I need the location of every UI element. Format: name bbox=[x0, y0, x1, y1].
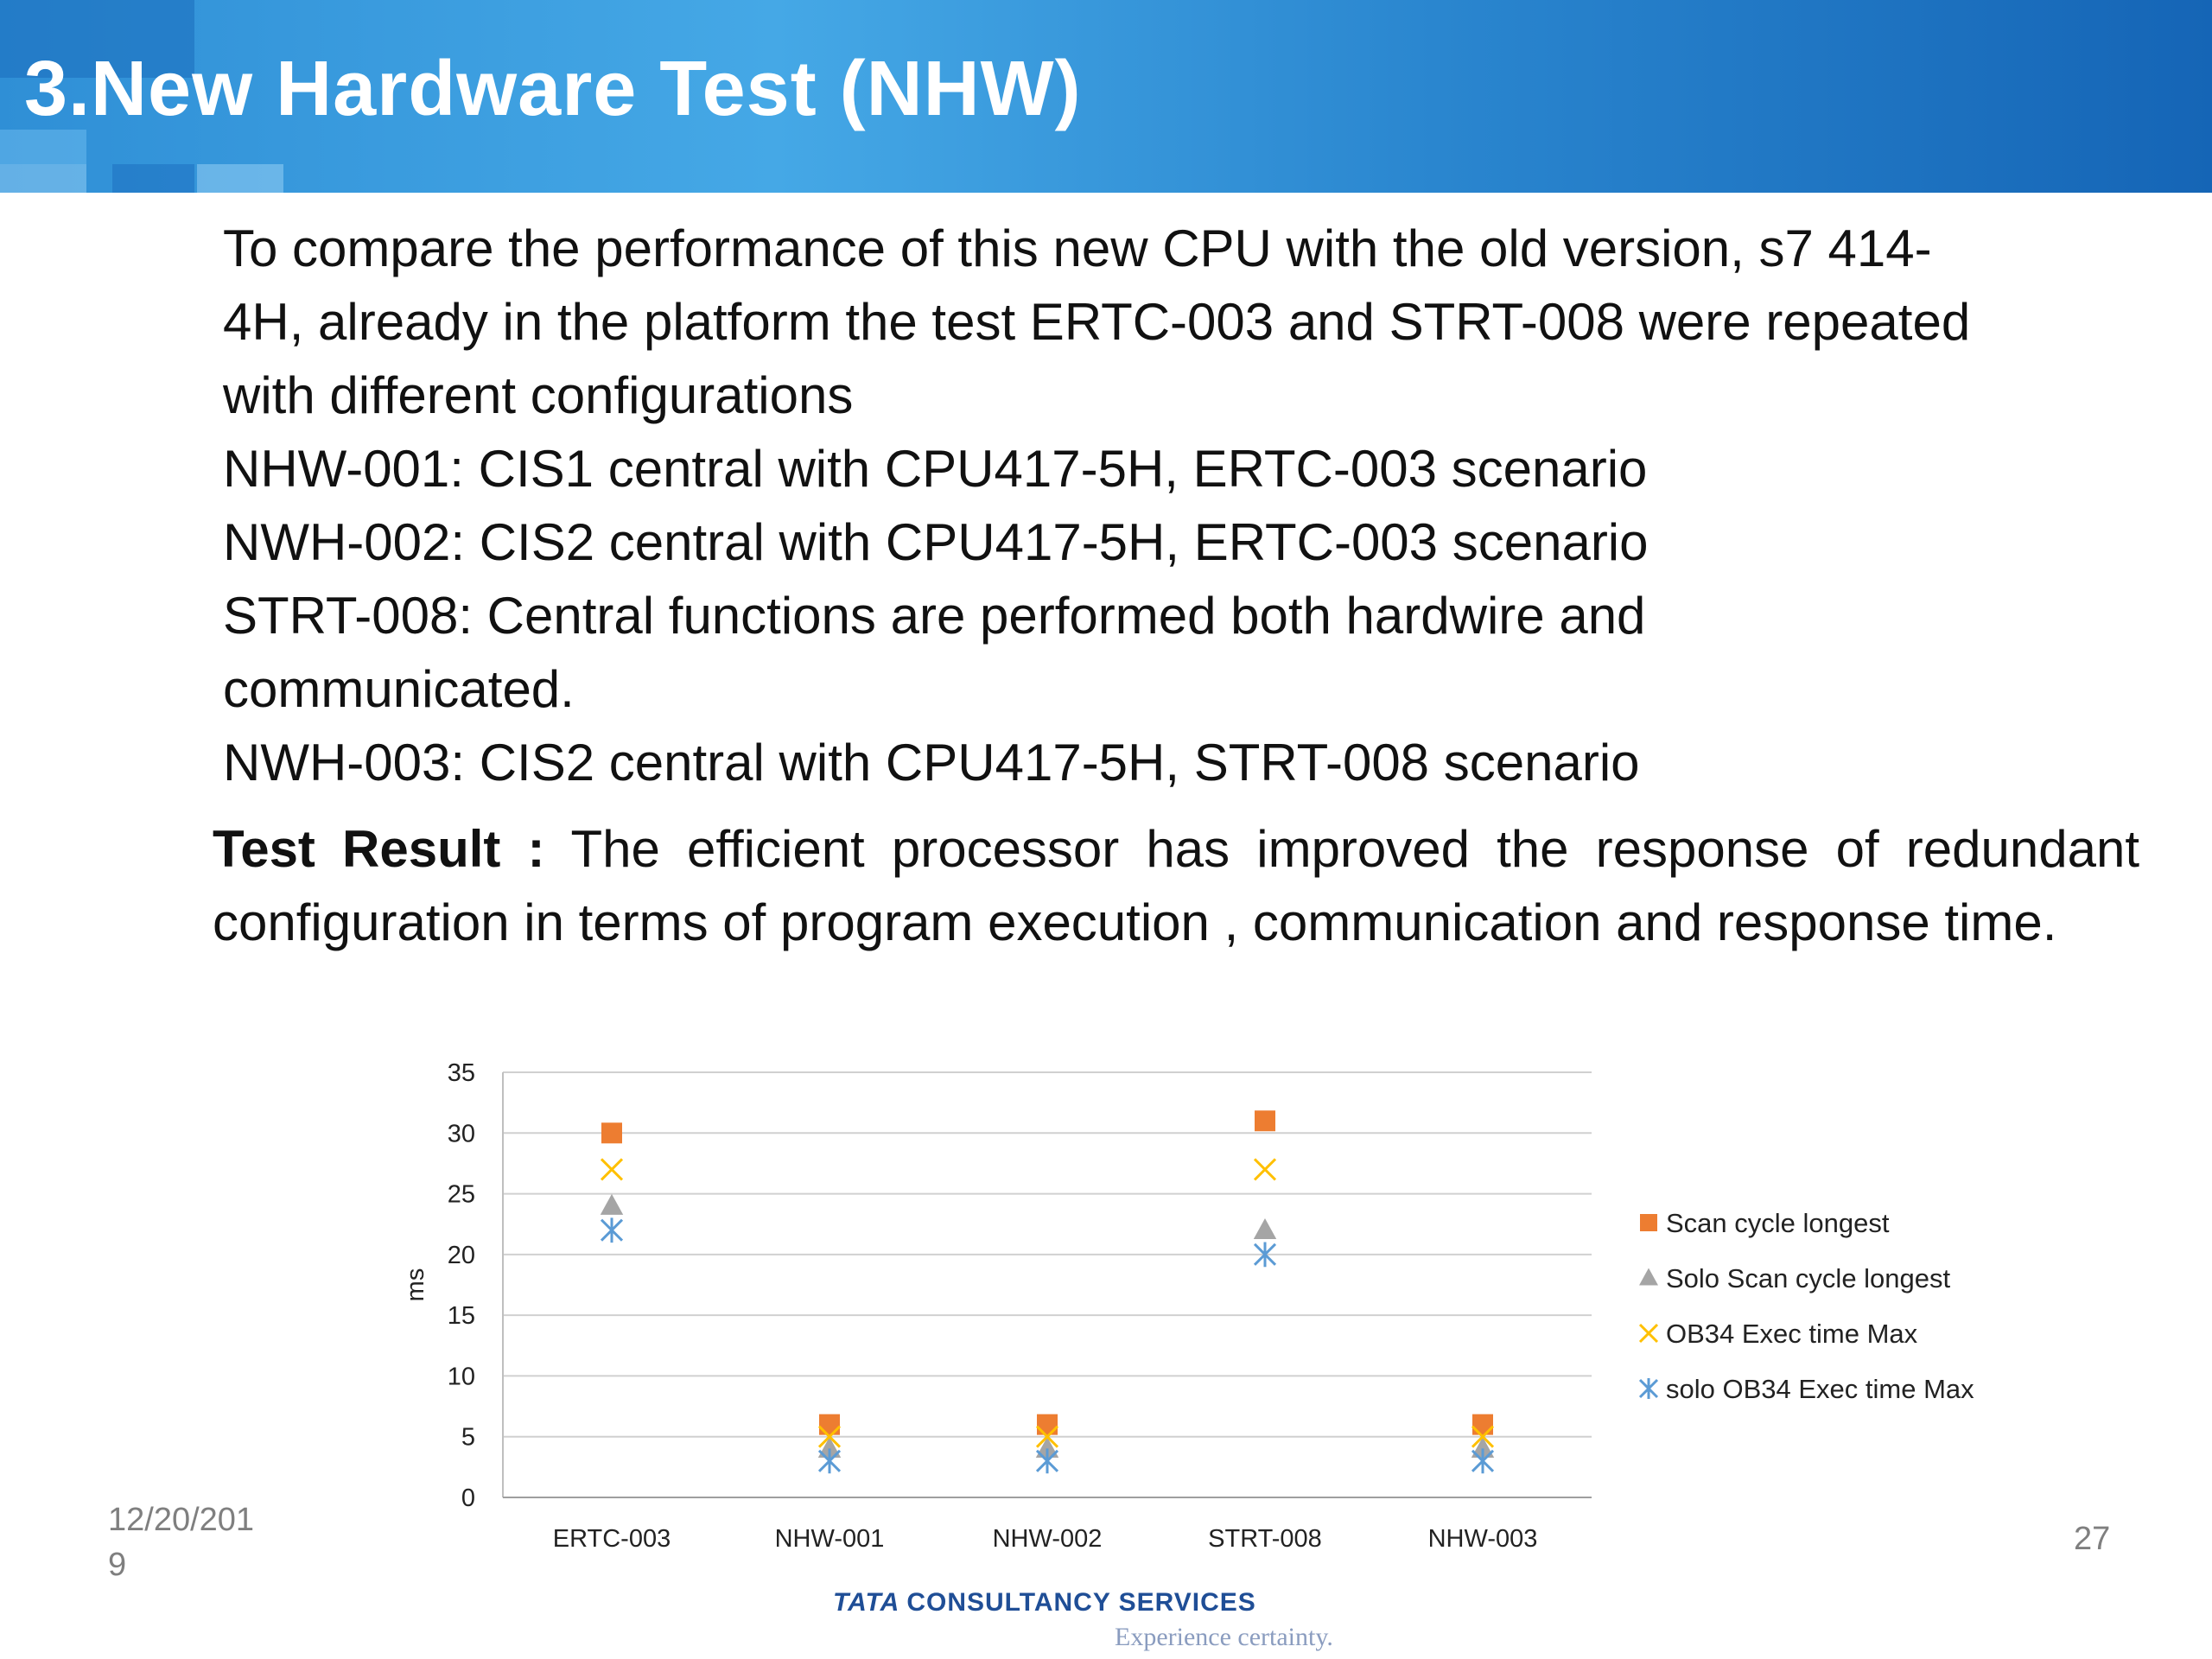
description-line: STRT-008: Central functions are performed both hardwire and bbox=[223, 587, 1646, 645]
data-point-x bbox=[1255, 1159, 1275, 1179]
test-result-label: Test Result : bbox=[213, 820, 545, 878]
data-point-x bbox=[601, 1159, 622, 1179]
x-tick-label: NHW-002 bbox=[992, 1525, 1103, 1553]
x-tick-label: NHW-003 bbox=[1427, 1525, 1538, 1553]
data-point-asterisk bbox=[1037, 1448, 1058, 1473]
data-point-square bbox=[601, 1122, 622, 1143]
x-tick-label: ERTC-003 bbox=[552, 1525, 671, 1553]
data-point-triangle bbox=[1254, 1218, 1276, 1239]
description-line: NWH-002: CIS2 central with CPU417-5H, ERTC-003 scenario bbox=[223, 513, 1649, 571]
description-line: NHW-001: CIS1 central with CPU417-5H, ERTC-003 scenario bbox=[223, 440, 1648, 498]
slide-date bbox=[108, 1497, 254, 1587]
logo-brand: TATA bbox=[833, 1588, 900, 1617]
legend-label: Scan cycle longest bbox=[1666, 1208, 1890, 1238]
legend-marker bbox=[1639, 1268, 1658, 1286]
legend-label: Solo Scan cycle longest bbox=[1666, 1263, 1951, 1294]
y-tick-label: 0 bbox=[461, 1484, 475, 1512]
y-axis-label: ms bbox=[402, 1268, 429, 1302]
legend-label: solo OB34 Exec time Max bbox=[1666, 1374, 1974, 1404]
page-number: 27 bbox=[2074, 1521, 2111, 1557]
legend-marker bbox=[1640, 1378, 1657, 1399]
y-tick-label: 5 bbox=[461, 1423, 475, 1452]
x-tick-label: STRT-008 bbox=[1208, 1525, 1322, 1553]
data-point-asterisk bbox=[601, 1217, 622, 1243]
y-tick-label: 20 bbox=[447, 1241, 475, 1269]
legend-label: OB34 Exec time Max bbox=[1666, 1319, 1918, 1349]
date-line: 9 bbox=[108, 1547, 127, 1583]
y-tick-label: 25 bbox=[447, 1180, 475, 1209]
y-tick-label: 10 bbox=[447, 1363, 475, 1391]
x-tick-label: NHW-001 bbox=[774, 1525, 885, 1553]
y-tick-label: 35 bbox=[447, 1059, 475, 1087]
data-point-triangle bbox=[601, 1194, 623, 1215]
data-point-asterisk bbox=[1472, 1448, 1493, 1473]
data-point-square bbox=[1255, 1110, 1275, 1131]
data-point-square bbox=[1472, 1414, 1493, 1435]
description-line: communicated. bbox=[223, 660, 575, 718]
description-line: NWH-003: CIS2 central with CPU417-5H, STRT-008 scenario bbox=[223, 734, 1640, 791]
y-tick-label: 15 bbox=[447, 1302, 475, 1331]
data-point-square bbox=[819, 1414, 840, 1435]
data-point-asterisk bbox=[819, 1448, 840, 1473]
data-point-square bbox=[1037, 1414, 1058, 1435]
y-tick-label: 30 bbox=[447, 1120, 475, 1148]
description-line: To compare the performance of this new CPU with the old version, s7 414- bbox=[223, 219, 1932, 277]
logo-tagline: Experience certainty. bbox=[1115, 1623, 1333, 1651]
date-line: 12/20/201 bbox=[108, 1502, 255, 1538]
description-line: 4H, already in the platform the test ERTC-003 and STRT-008 were repeated bbox=[223, 293, 1971, 351]
page-title: 3.New Hardware Test (NHW) bbox=[24, 46, 1082, 132]
test-result-text: The efficient processor has improved the response of redundant configuration in terms of program execution , communication and response time. bbox=[213, 820, 2139, 951]
logo-text: CONSULTANCY SERVICES bbox=[906, 1588, 1256, 1617]
company-logo bbox=[830, 1588, 1434, 1657]
legend-marker bbox=[1640, 1325, 1657, 1342]
description-line: with different configurations bbox=[223, 366, 854, 424]
legend-marker bbox=[1640, 1214, 1657, 1231]
